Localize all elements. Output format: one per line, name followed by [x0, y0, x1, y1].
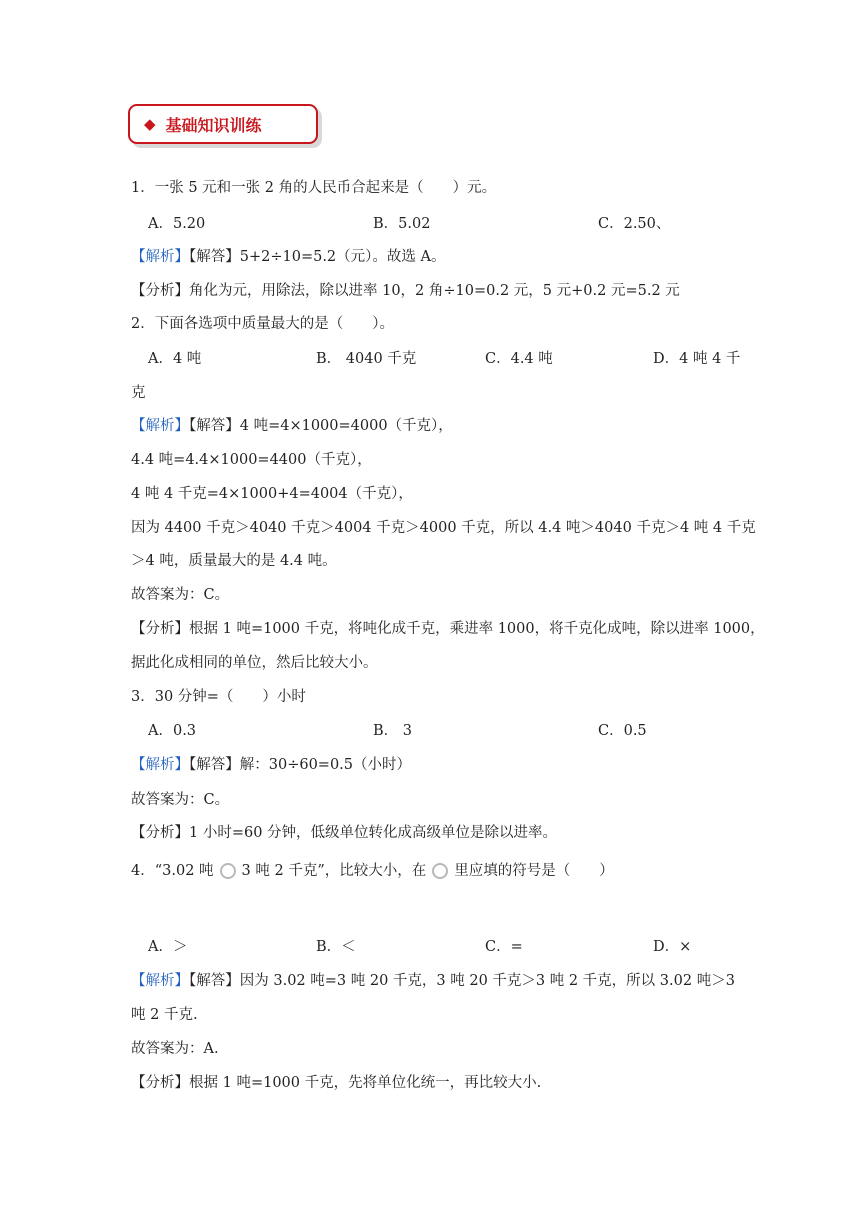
analysis-tag: 【解析】 [131, 757, 189, 773]
q1-option-a: A．5.20 [148, 216, 206, 232]
q2-solution-line: 4 吨 4 千克=4×1000+4=4004（千克）， [131, 486, 413, 502]
q2-solution-text: 4 吨=4×1000=4000（千克）， [239, 418, 453, 434]
q2-analysis-text: 根据 1 吨=1000 千克，将吨化成千克，乘进率 1000，将千克化成吨，除以进率 1000， [189, 621, 765, 637]
analysis-tag: 【解析】 [131, 418, 189, 434]
analysis-tag: 【解析】 [131, 249, 189, 265]
q1-analysis-text: 角化为元，用除法，除以进率 10，2 角÷10=0.2 元，5 元+0.2 元=5.2 元 [189, 283, 680, 299]
q1-option-b: B．5.02 [373, 216, 431, 232]
q3-option-a: A．0.3 [148, 723, 197, 739]
q2-solution [131, 414, 453, 435]
q4-solution-line: 吨 2 千克. [131, 1007, 198, 1023]
q4-option-a: A．＞ [148, 939, 188, 955]
blank-circle-icon [220, 863, 236, 879]
q4-option-b: B．＜ [316, 939, 356, 955]
q3-solution-text: 解：30÷60=0.5（小时） [239, 757, 412, 773]
q4-solution-text: 因为 3.02 吨=3 吨 20 千克，3 吨 20 千克＞3 吨 2 千克，所以 3.02 吨＞3 [239, 973, 735, 989]
q4-stem [131, 859, 614, 880]
q1-analysis [131, 279, 680, 300]
analysis-label: 【分析】 [131, 1075, 189, 1091]
diamond-icon: ◆ [144, 115, 156, 133]
q4-answer: 故答案为：A. [131, 1041, 219, 1057]
answer-tag: 【解答】 [189, 418, 240, 434]
q2-analysis-line: 据此化成相同的单位，然后比较大小。 [131, 655, 378, 671]
q2-stem: 2．下面各选项中质量最大的是（ ）。 [131, 316, 394, 332]
q2-option-b: B． 4040 千克 [316, 351, 417, 367]
q1-solution [131, 245, 446, 266]
q3-option-c: C．0.5 [598, 723, 647, 739]
answer-tag: 【解答】 [189, 757, 240, 773]
q2-option-d: D．4 吨 4 千 [653, 351, 741, 367]
q2-solution-line: 因为 4400 千克＞4040 千克＞4004 千克＞4000 千克，所以 4.4 吨＞4040 千克＞4 吨 4 千克 [131, 520, 756, 536]
analysis-label: 【分析】 [131, 621, 189, 637]
q1-solution-text: 5+2÷10=5.2（元）。故选 A。 [239, 249, 446, 265]
q4-stem-part: 里应填的符号是（ ） [454, 863, 614, 879]
q3-option-b: B． 3 [373, 723, 412, 739]
analysis-label: 【分析】 [131, 825, 189, 841]
q2-option-a: A．4 吨 [148, 351, 202, 367]
q1-option-c: C．2.50、 [598, 216, 671, 232]
answer-tag: 【解答】 [189, 249, 240, 265]
q4-analysis [131, 1071, 541, 1092]
q4-stem-part: 3 吨 2 千克”，比较大小，在 [241, 863, 427, 879]
q4-stem-part: 4．“3.02 吨 [131, 863, 214, 879]
q2-solution-line: ＞4 吨，质量最大的是 4.4 吨。 [131, 553, 337, 569]
answer-tag: 【解答】 [189, 973, 240, 989]
q3-analysis-text: 1 小时=60 分钟，低级单位转化成高级单位是除以进率。 [189, 825, 558, 841]
q4-solution [131, 969, 735, 990]
q3-analysis [131, 821, 557, 842]
q3-stem: 3．30 分钟=（ ）小时 [131, 689, 306, 705]
blank-circle-icon [432, 863, 448, 879]
q4-analysis-text: 根据 1 吨=1000 千克，先将单位化统一，再比较大小. [189, 1075, 542, 1091]
section-title: 基础知识训练 [165, 115, 262, 135]
q2-answer: 故答案为：C。 [131, 587, 230, 603]
q2-option-c: C．4.4 吨 [485, 351, 553, 367]
q3-answer: 故答案为：C。 [131, 792, 230, 808]
q2-option-d-wrap: 克 [131, 385, 146, 401]
q4-option-c: C．= [485, 939, 523, 955]
section-heading [128, 104, 318, 144]
q2-analysis [131, 617, 765, 638]
analysis-label: 【分析】 [131, 283, 189, 299]
q2-solution-line: 4.4 吨=4.4×1000=4400（千克）， [131, 452, 372, 468]
analysis-tag: 【解析】 [131, 973, 189, 989]
q1-stem: 1．一张 5 元和一张 2 角的人民币合起来是（ ）元。 [131, 180, 497, 196]
q3-solution [131, 753, 411, 774]
q4-option-d: D．× [653, 939, 692, 955]
